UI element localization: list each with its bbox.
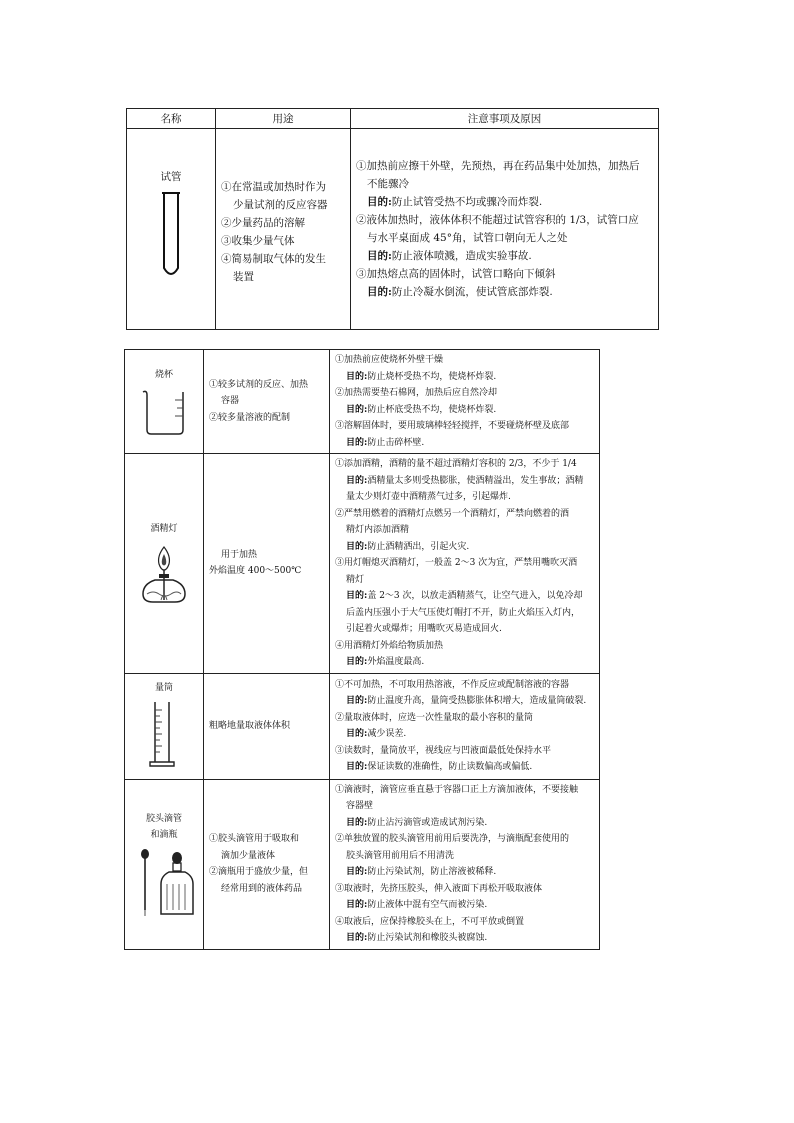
purpose-label: 目的: — [346, 475, 368, 486]
note-line — [335, 506, 593, 523]
note-line — [335, 605, 593, 622]
table-row — [125, 350, 600, 454]
note-text: ②液体加热时，液体体积不能超过试管容积的 1/3，试管口应 — [356, 214, 639, 226]
notes-cell — [330, 673, 600, 779]
note-line — [356, 193, 652, 211]
note-line — [356, 211, 652, 229]
use-list — [221, 172, 350, 286]
purpose-label: 目的: — [346, 437, 368, 448]
note-line — [356, 247, 652, 265]
note-line — [335, 759, 593, 776]
note-line — [335, 369, 593, 386]
use-item: 粗略地量取液体体积 — [209, 720, 291, 731]
note-line — [335, 489, 593, 506]
note-text: ①不可加热，不可取用热溶液，不作反应或配制溶液的容器 — [335, 679, 570, 690]
notes-cell — [330, 350, 600, 454]
note-text: 引起着火或爆炸；用嘴吹灭易造成回火. — [346, 624, 502, 634]
note-text: ①加热前应使烧杯外壁干燥 — [335, 355, 444, 365]
note-line — [335, 815, 593, 832]
note-line — [335, 621, 593, 638]
notes-cell — [351, 129, 659, 330]
instrument-name: 量筒 — [154, 683, 173, 694]
measuring-cylinder-icon — [149, 700, 179, 772]
purpose-label: 目的: — [346, 762, 368, 772]
notes-cell — [330, 454, 600, 674]
note-text: 保证读数的准确性，防止读数偏高或偏低. — [367, 762, 533, 772]
note-text: 防止液体中混有空气而被污染. — [367, 900, 488, 910]
use-item: ②较多量溶液的配制 — [209, 412, 291, 423]
note-line — [335, 522, 593, 539]
note-text: 盖 2～3 次，以放走酒精蒸气，让空气进入，以免冷却 — [367, 591, 583, 601]
note-text: 精灯内添加酒精 — [346, 525, 410, 535]
alcohol-lamp-icon — [139, 544, 189, 606]
note-text: 减少误差. — [367, 729, 407, 739]
note-line — [335, 897, 593, 914]
use-list — [209, 718, 329, 735]
note-line — [335, 782, 593, 799]
note-line — [335, 572, 593, 589]
note-text: 防止酒精洒出，引起火灾. — [367, 541, 470, 552]
use-item: ①较多试剂的反应、加热 — [209, 379, 309, 390]
use-item: ①胶头滴管用于吸取和 — [209, 834, 300, 844]
note-line — [335, 402, 593, 419]
test-tube-icon — [156, 190, 186, 282]
purpose-label: 目的: — [346, 371, 368, 382]
note-line — [356, 229, 652, 247]
purpose-label: 目的: — [346, 657, 368, 667]
instrument-name-cell — [125, 350, 204, 454]
note-line — [335, 435, 593, 452]
note-text: 防止沾污滴管或造成试剂污染. — [367, 817, 488, 828]
note-line — [335, 539, 593, 556]
note-text: 防止冷凝水倒流，使试管底部炸裂. — [391, 286, 553, 298]
purpose-label: 目的: — [346, 591, 368, 601]
purpose-label: 目的: — [346, 933, 368, 943]
notes-list — [335, 677, 593, 776]
notes-list — [356, 157, 652, 301]
note-line — [335, 638, 593, 655]
note-text: 不能骤冷 — [367, 178, 409, 190]
instrument-name-cell — [125, 673, 204, 779]
note-text: ③读数时，量筒放平，视线应与凹液面最低处保持水平 — [335, 745, 552, 756]
note-text: ④取液后，应保持橡胶头在上，不可平放或倒置 — [335, 916, 525, 927]
notes-list — [335, 456, 593, 671]
dropper-and-bottle-icon — [133, 848, 195, 918]
note-line — [356, 283, 652, 301]
note-line — [335, 473, 593, 490]
note-text: ④用酒精灯外焰给物质加热 — [335, 640, 444, 651]
note-text: 容器壁 — [346, 801, 374, 811]
note-text: ③溶解固体时，要用玻璃棒轻轻搅拌，不要碰烧杯壁及底部 — [335, 421, 570, 431]
note-text: 防止污染试剂，防止溶液被稀释. — [367, 867, 497, 877]
note-line — [335, 352, 593, 369]
header-use: 用途 — [216, 109, 351, 129]
note-text: 量太少则灯壶中酒精蒸气过多，引起爆炸. — [346, 492, 511, 502]
beaker-icon — [139, 386, 189, 436]
test-tube-table — [126, 108, 659, 330]
note-text: ①滴液时，滴管应垂直悬于容器口正上方滴加液体，不要接触 — [335, 784, 579, 795]
table-row — [125, 454, 600, 674]
note-text: ②单独放置的胶头滴管用前用后要洗净，与滴瓶配套使用的 — [335, 834, 570, 844]
use-cell — [204, 454, 330, 674]
use-cell — [216, 129, 351, 330]
instrument-name: 试管 — [160, 171, 182, 183]
use-item: 滴加少量液体 — [221, 850, 276, 861]
table-row — [125, 673, 600, 779]
use-item: 经常用到的液体药品 — [221, 883, 303, 894]
note-text: ③取液时，先挤压胶头，伸入液面下再松开吸取液体 — [335, 883, 543, 894]
instrument-name-cell — [125, 779, 204, 949]
note-line — [335, 864, 593, 881]
purpose-label: 目的: — [346, 729, 368, 739]
purpose-label: 目的: — [346, 696, 368, 706]
note-line — [335, 881, 593, 898]
purpose-label: 目的: — [346, 900, 368, 910]
note-line — [356, 175, 652, 193]
note-text: ②量取液体时，应选一次性量取的最小容积的量筒 — [335, 712, 534, 723]
use-list — [209, 831, 329, 897]
instrument-name: 胶头滴管 — [145, 813, 182, 824]
note-line — [335, 555, 593, 572]
note-text: 与水平桌面成 45°角，试管口朝向无人之处 — [367, 232, 568, 244]
instrument-name: 酒精灯 — [150, 524, 178, 534]
use-item: ②滴瓶用于盛放少量，但 — [209, 867, 309, 877]
use-item: ④简易制取气体的发生 — [221, 253, 326, 265]
note-text: 酒精量太多则受热膨胀，使酒精溢出，发生事故；酒精 — [367, 475, 584, 486]
use-item: 用于加热 — [221, 549, 258, 560]
purpose-label: 目的: — [367, 250, 392, 262]
purpose-label: 目的: — [367, 286, 392, 298]
instrument-name: 烧杯 — [154, 369, 173, 380]
note-line — [335, 693, 593, 710]
note-text: 防止温度升高，量筒受热膨胀体积增大，造成量筒破裂. — [367, 696, 587, 706]
note-line — [335, 654, 593, 671]
note-text: 后盖内压强小于大气压使灯帽打不开，防止火焰压入灯内， — [346, 607, 581, 618]
table-row — [125, 779, 600, 949]
note-line — [335, 914, 593, 931]
use-item: 外焰温度 400～500℃ — [209, 566, 302, 577]
use-cell — [204, 779, 330, 949]
purpose-label: 目的: — [346, 541, 368, 552]
use-item: ①在常温或加热时作为 — [221, 181, 326, 193]
use-list — [209, 547, 329, 580]
use-cell — [204, 350, 330, 454]
note-text: 精灯 — [346, 574, 365, 585]
notes-cell — [330, 779, 600, 949]
use-item: 少量试剂的反应容器 — [233, 199, 328, 211]
note-text: 外焰温度最高. — [367, 657, 425, 667]
note-line — [335, 418, 593, 435]
notes-list — [335, 352, 593, 451]
use-item: 装置 — [233, 271, 254, 283]
note-line — [335, 848, 593, 865]
use-item: ②少量药品的溶解 — [221, 217, 305, 229]
note-text: ①添加酒精，酒精的量不超过酒精灯容积的 2/3，不少于 1/4 — [335, 459, 577, 469]
note-text: ①加热前应擦干外壁，先预热，再在药品集中处加热，加热后 — [356, 160, 640, 172]
note-line — [335, 930, 593, 947]
use-list — [209, 377, 329, 427]
use-item: ③收集少量气体 — [221, 235, 295, 247]
note-line — [335, 743, 593, 760]
note-text: 防止击碎杯壁. — [367, 437, 425, 448]
note-line — [335, 456, 593, 473]
note-text: 防止杯底受热不均，使烧杯炸裂. — [367, 404, 497, 415]
note-line — [356, 265, 652, 283]
note-text: 防止污染试剂和橡胶头被腐蚀. — [367, 933, 488, 943]
note-line — [335, 726, 593, 743]
purpose-label: 目的: — [367, 196, 392, 208]
instruments-table — [124, 349, 600, 950]
note-line — [335, 385, 593, 402]
purpose-label: 目的: — [346, 817, 368, 828]
instrument-name-cell — [127, 129, 216, 330]
instrument-name-line2: 和滴瓶 — [150, 830, 178, 840]
note-text: 胶头滴管用前用后不用清洗 — [346, 850, 455, 861]
note-text: ②加热需要垫石棉网，加热后应自然冷却 — [335, 388, 498, 398]
use-item: 容器 — [221, 396, 240, 407]
notes-list — [335, 782, 593, 947]
note-text: ②严禁用燃着的酒精灯点燃另一个酒精灯，严禁向燃着的酒 — [335, 508, 570, 519]
instrument-name-cell — [125, 454, 204, 674]
note-text: 防止烧杯受热不均，使烧杯炸裂. — [367, 371, 497, 382]
note-text: 防止液体喷溅，造成实验事故. — [391, 250, 532, 262]
use-cell — [204, 673, 330, 779]
note-text: 防止试管受热不均或骤冷而炸裂. — [391, 196, 543, 208]
purpose-label: 目的: — [346, 867, 368, 877]
note-text: ③加热熔点高的固体时，试管口略向下倾斜 — [356, 268, 556, 280]
table-row — [127, 129, 659, 330]
note-line — [335, 588, 593, 605]
table-header-row — [127, 109, 659, 129]
note-line — [335, 710, 593, 727]
note-text: ③用灯帽熄灭酒精灯，一般盖 2～3 次为宜，严禁用嘴吹灭酒 — [335, 558, 578, 568]
note-line — [356, 157, 652, 175]
note-line — [335, 677, 593, 694]
note-line — [335, 831, 593, 848]
header-name: 名称 — [127, 109, 216, 129]
note-line — [335, 798, 593, 815]
header-notes: 注意事项及原因 — [351, 109, 659, 129]
purpose-label: 目的: — [346, 404, 368, 415]
